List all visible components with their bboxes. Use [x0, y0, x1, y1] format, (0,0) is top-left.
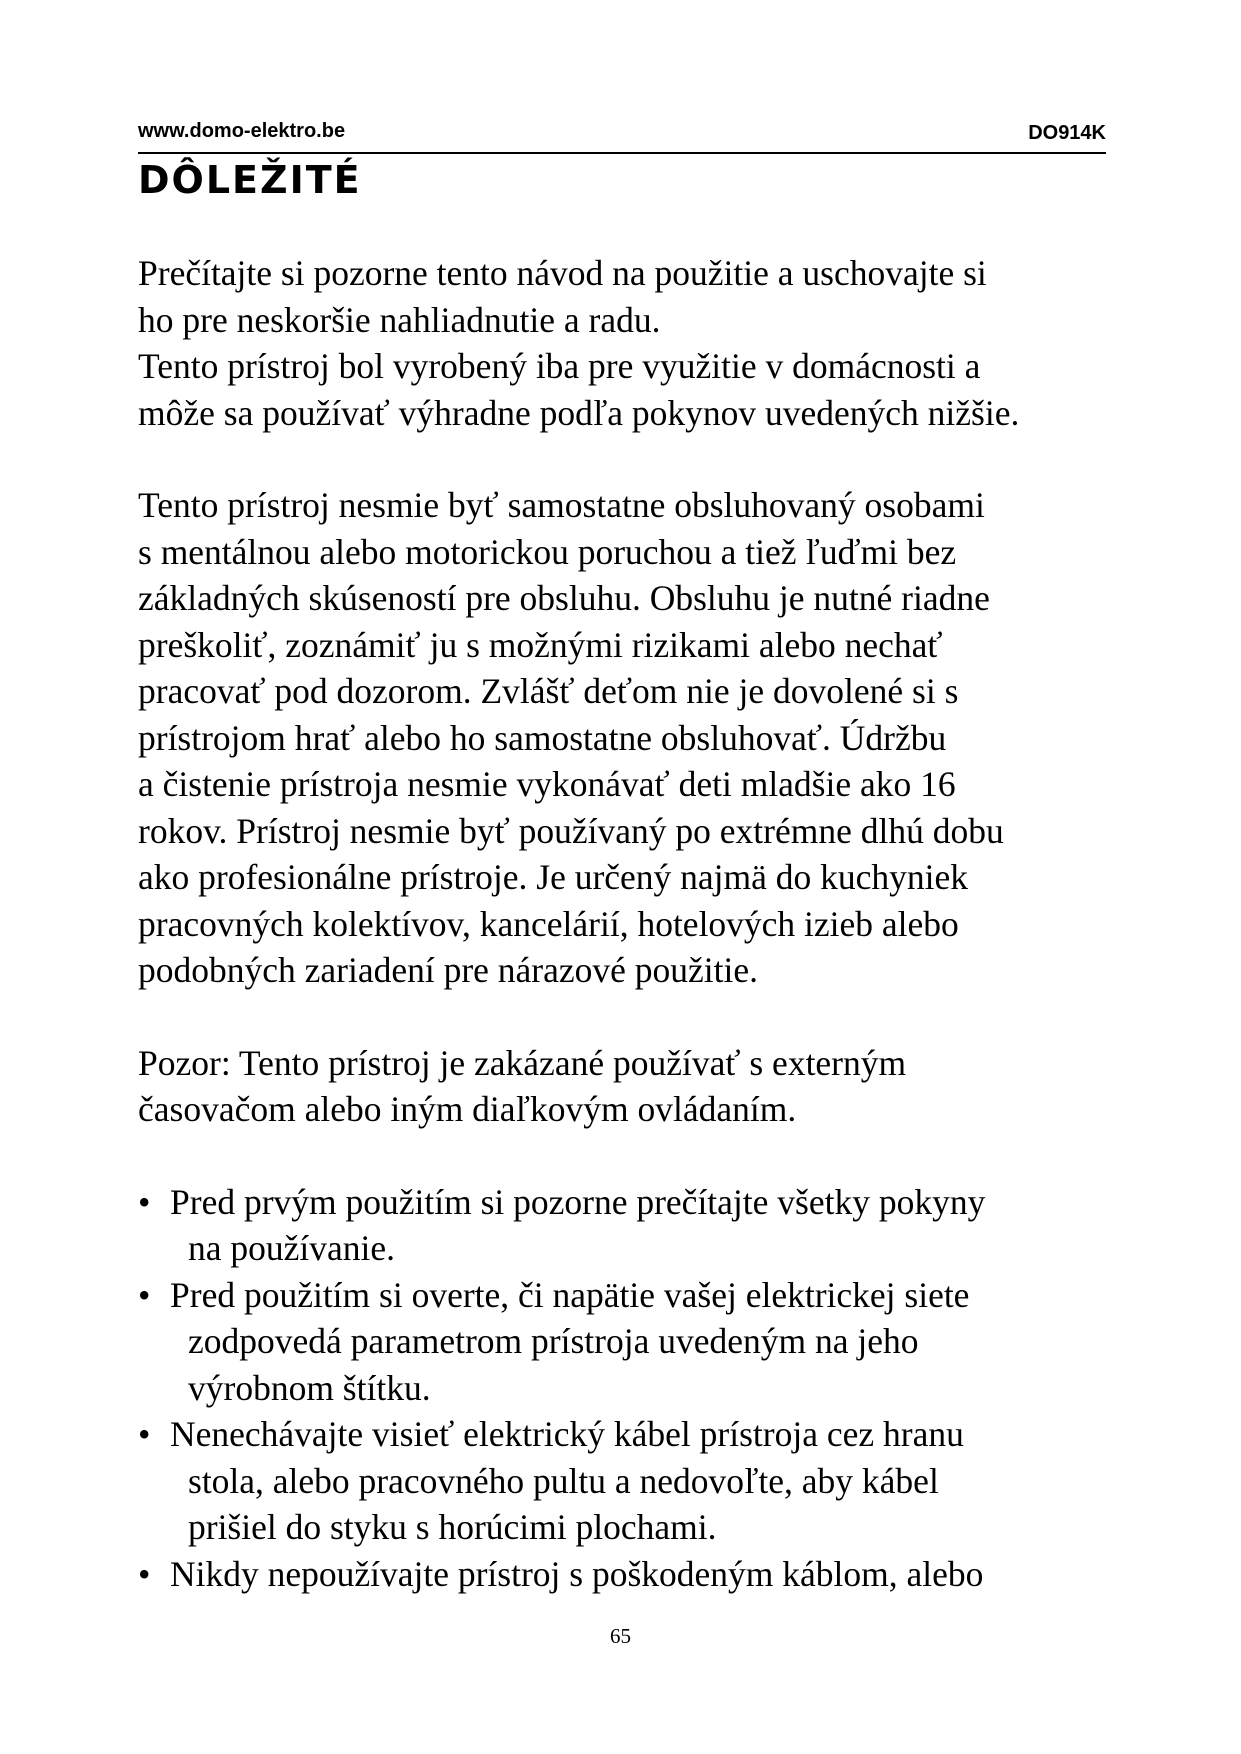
text-line: Prečítajte si pozorne tento návod na použitie a uschovajte si	[138, 253, 987, 293]
text-line: základných skúseností pre obsluhu. Obsluhu je nutné riadne	[138, 578, 990, 618]
safety-bullet-list	[138, 1179, 1128, 1598]
model-number: DO914K	[1028, 122, 1106, 144]
website-url: www.domo-elektro.be	[138, 120, 346, 142]
list-item	[138, 1179, 1128, 1272]
paragraph-usage-restrictions	[138, 482, 1128, 994]
text-line: časovačom alebo iným diaľkovým ovládaním.	[138, 1089, 797, 1129]
bullet-icon: •	[138, 1181, 151, 1222]
text-line: ako profesionálne prístroje. Je určený najmä do kuchyniek	[138, 857, 969, 897]
page-number: 65	[610, 1624, 631, 1648]
text-line: výrobnom štítku.	[188, 1367, 431, 1408]
paragraph-intro	[138, 250, 1128, 436]
text-line: Nikdy nepoužívajte prístroj s poškodeným káblom, alebo	[170, 1553, 984, 1594]
list-item	[138, 1551, 1128, 1598]
text-line: pracovať pod dozorom. Zvlášť deťom nie je dovolené si s	[138, 671, 959, 711]
bullet-icon: •	[138, 1414, 151, 1454]
paragraph-warning	[138, 1040, 1128, 1133]
list-item	[138, 1411, 1128, 1551]
text-line: môže sa používať výhradne podľa pokynov uvedených nižšie.	[138, 392, 1020, 433]
text-line: Nenechávajte visieť elektrický kábel prístroja cez hranu	[170, 1414, 964, 1454]
text-line: s mentálnou alebo motorickou poruchou a tiež ľuďmi bez	[138, 531, 957, 572]
page-header	[138, 118, 1106, 154]
text-line: stola, alebo pracovného pultu a nedovoľte, aby kábel	[188, 1460, 939, 1501]
text-line: prístrojom hrať alebo ho samostatne obsluhovať. Údržbu	[138, 717, 947, 758]
text-line: ho pre neskoršie nahliadnutie a radu.	[138, 299, 661, 340]
bullet-icon: •	[138, 1553, 151, 1594]
text-line: Pred použitím si overte, či napätie vašej elektrickej siete	[170, 1274, 970, 1315]
text-line: na používanie.	[188, 1228, 396, 1268]
text-line: Pozor: Tento prístroj je zakázané používať s externým	[138, 1042, 907, 1083]
list-item	[138, 1272, 1128, 1412]
text-line: rokov. Prístroj nesmie byť používaný po extrémne dlhú dobu	[138, 810, 1004, 851]
text-line: Pred prvým použitím si pozorne prečítajte všetky pokyny	[170, 1181, 986, 1222]
text-line: a čistenie prístroja nesmie vykonávať deti mladšie ako 16	[138, 764, 956, 804]
section-title: DÔLEŽITÉ	[138, 158, 362, 202]
text-line: preškoliť, zoznámiť ju s možnými rizikami alebo nechať	[138, 624, 943, 665]
text-line: zodpovedá parametrom prístroja uvedeným na jeho	[188, 1321, 919, 1361]
text-line: Tento prístroj nesmie byť samostatne obsluhovaný osobami	[138, 485, 985, 525]
text-line: pracovných kolektívov, kancelárií, hotelových izieb alebo	[138, 903, 959, 944]
text-line: Tento prístroj bol vyrobený iba pre využitie v domácnosti a	[138, 346, 981, 386]
body-text	[138, 250, 1128, 1597]
text-line: podobných zariadení pre nárazové použitie.	[138, 950, 758, 990]
text-line: prišiel do styku s horúcimi plochami.	[188, 1507, 717, 1547]
bullet-icon: •	[138, 1274, 151, 1315]
